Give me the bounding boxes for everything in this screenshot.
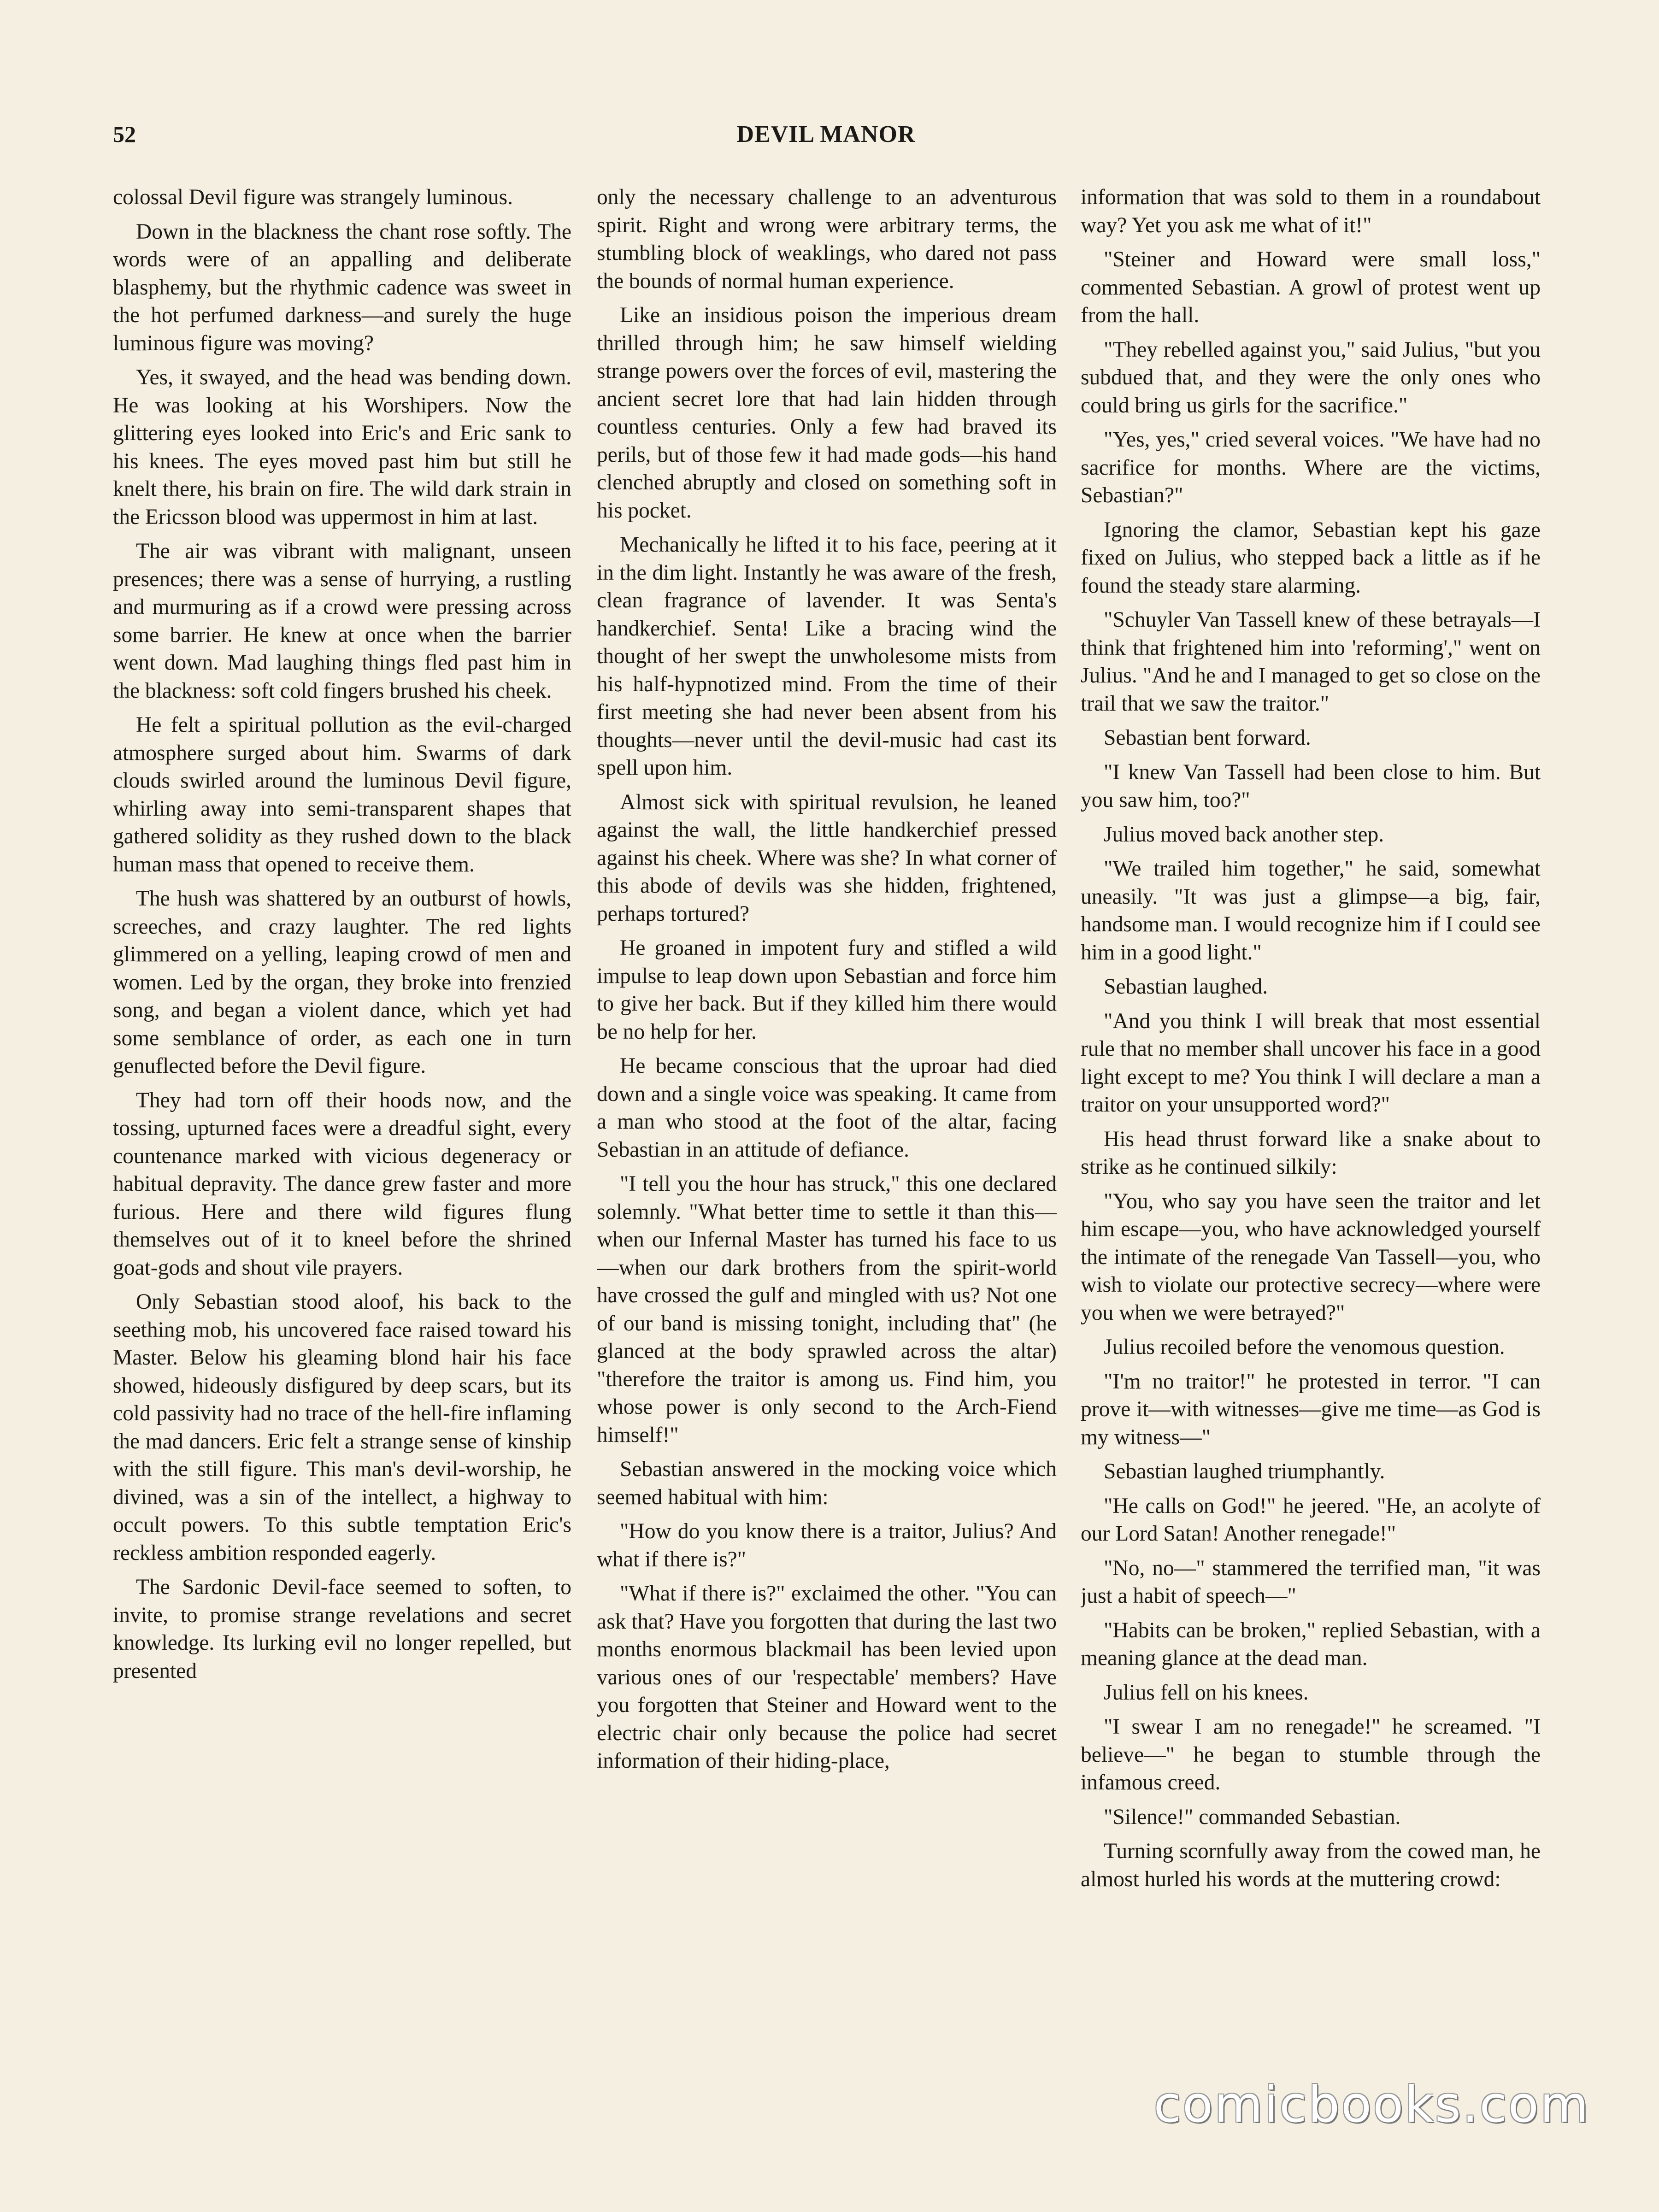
paragraph: only the necessary challenge to an adventurous spirit. Right and wrong were arbitrary terms, the stumbling block of weaklings, who dared not pass the bounds of normal human experience.: [597, 185, 1057, 293]
paragraph: "I knew Van Tassell had been close to him. But you saw him, too?": [1081, 760, 1541, 812]
paragraph: His head thrust forward like a snake about to strike as he continued silkily:: [1081, 1127, 1541, 1179]
paragraph: information that was sold to them in a roundabout way? Yet you ask me what of it!": [1081, 185, 1541, 237]
paragraph: Sebastian bent forward.: [1104, 726, 1311, 750]
paragraph: "Silence!" commanded Sebastian.: [1104, 1805, 1401, 1829]
paragraph: "How do you know there is a traitor, Julius? And what if there is?": [597, 1519, 1057, 1571]
paragraph: "What if there is?" exclaimed the other. "You can ask that? Have you forgotten that during the last two months enormous blackmail has been levied upon various ones of our 'respectable' members? Have you forgotten that Steiner and Howard went to the electric chair only because the police had secret information of their hiding-place,: [597, 1582, 1057, 1773]
text-column-3: [1081, 183, 1541, 2124]
paragraph: Ignoring the clamor, Sebastian kept his gaze fixed on Julius, who stepped back a little as if he found the steady stare alarming.: [1081, 518, 1541, 598]
paragraph: "I'm no traitor!" he protested in terror. "I can prove it—with witnesses—give me time—as God is my witness—": [1081, 1369, 1541, 1449]
paragraph: Julius fell on his knees.: [1104, 1680, 1309, 1705]
paragraph: Sebastian laughed.: [1104, 975, 1268, 999]
paragraph: Yes, it swayed, and the head was bending down. He was looking at his Worshipers. Now the glittering eyes looked into Eric's and Eric sank to his knees. The eyes moved past him but still he knelt there, his brain on fire. The wild dark strain in the Ericsson blood was uppermost in him at last.: [113, 365, 571, 529]
paragraph: "We trailed him together," he said, somewhat uneasily. "It was just a glimpse—a big, fair, handsome man. I would recognize him if I could see him in a good light.": [1081, 857, 1541, 965]
paragraph: He felt a spiritual pollution as the evil-charged atmosphere surged about him. Swarms of dark clouds swirled around the luminous Devil figure, whirling away into semi-transparent shapes that gathered solidity as they rushed down to the black human mass that opened to receive them.: [113, 713, 571, 877]
paragraph: "And you think I will break that most essential rule that no member shall uncover his face in a good light except to me? You think I will declare a man a traitor on your unsupported word?": [1081, 1009, 1541, 1117]
paragraph: Down in the blackness the chant rose softly. The words were of an appalling and deliberate blasphemy, but the rhythmic cadence was sweet in the hot perfumed darkness—and surely the huge luminous figure was moving?: [113, 219, 571, 355]
page-header: [113, 121, 1539, 153]
paragraph: "Yes, yes," cried several voices. "We have had no sacrifice for months. Where are the victims, Sebastian?": [1081, 428, 1541, 507]
paragraph: Almost sick with spiritual revulsion, he leaned against the wall, the little handkerchief pressed against his cheek. Where was she? In what corner of this abode of devils was she hidden, frightened, perhaps tortured?: [597, 790, 1057, 926]
paragraph: He groaned in impotent fury and stifled a wild impulse to leap down upon Sebastian and force him to give her back. But if they killed him there would be no help for her.: [597, 936, 1057, 1044]
paragraph: "You, who say you have seen the traitor and let him escape—you, who have acknowledged yourself the intimate of the renegade Van Tassell—you, who wish to violate our protective secrecy—where were you when we were betrayed?": [1081, 1189, 1541, 1325]
paragraph: Sebastian laughed triumphantly.: [1104, 1459, 1385, 1483]
paragraph: "Schuyler Van Tassell knew of these betrayals—I think that frightened him into 'reforming'," went on Julius. "And he and I managed to get so close on the trail that we saw the traitor.": [1081, 608, 1541, 716]
text-column-2: [597, 183, 1057, 2124]
paragraph: Turning scornfully away from the cowed man, he almost hurled his words at the muttering crowd:: [1081, 1839, 1541, 1891]
paragraph: They had torn off their hoods now, and the tossing, upturned faces were a dreadful sight, every countenance marked with vicious degeneracy or habitual depravity. The dance grew faster and more furious. Here and there wild figures flung themselves out of it to kneel before the shrined goat-gods and shout vile prayers.: [113, 1088, 571, 1280]
paragraph: The Sardonic Devil-face seemed to soften, to invite, to promise strange revelations and secret knowledge. Its lurking evil no longer repelled, but presented: [113, 1575, 571, 1683]
paragraph: Like an insidious poison the imperious dream thrilled through him; he saw himself wielding strange powers over the forces of evil, mastering the ancient secret lore that had lain hidden through countless centuries. Only a few had braved its perils, but of those few it had made gods—his hand clenched abruptly and closed on something soft in his pocket.: [597, 303, 1057, 523]
paragraph: The air was vibrant with malignant, unseen presences; there was a sense of hurrying, a rustling and murmuring as if a crowd were pressing across some barrier. He knew at once when the barrier went down. Mad laughing things fled past him in the blackness: soft cold fingers brushed his cheek.: [113, 539, 571, 703]
paragraph: The hush was shattered by an outburst of howls, screeches, and crazy laughter. The red lights glimmered on a yelling, leaping crowd of men and women. Led by the organ, they broke into frenzied song, and began a violent dance, which yet had some semblance of order, as each one in turn genuflected before the Devil figure.: [113, 887, 571, 1078]
paragraph: "I swear I am no renegade!" he screamed. "I believe—" he began to stumble through the infamous creed.: [1081, 1715, 1541, 1794]
paragraph: "Habits can be broken," replied Sebastian, with a meaning glance at the dead man.: [1081, 1618, 1541, 1670]
paragraph: Mechanically he lifted it to his face, peering at it in the dim light. Instantly he was aware of the fresh, clean fragrance of lavender. It was Senta's handkerchief. Senta! Like a bracing wind the thought of her swept the unwholesome mists from his half-hypnotized mind. From the time of their first meeting she had never been absent from his thoughts—never until the devil-music had cast its spell upon him.: [597, 533, 1057, 780]
paragraph: "He calls on God!" he jeered. "He, an acolyte of our Lord Satan! Another renegade!": [1081, 1494, 1541, 1546]
paragraph: Only Sebastian stood aloof, his back to the seething mob, his uncovered face raised toward his Master. Below his gleaming blond hair his face showed, hideously disfigured by deep scars, but its cold passivity had no trace of the hell-fire inflaming the mad dancers. Eric felt a strange sense of kinship with the still figure. This man's devil-worship, he divined, was a sin of the intellect, a highway to occult powers. To this subtle temptation Eric's reckless ambition responded eagerly.: [113, 1290, 571, 1565]
paragraph: "They rebelled against you," said Julius, "but you subdued that, and they were the only ones who could bring us girls for the sacrifice.": [1081, 337, 1541, 418]
paragraph: Sebastian answered in the mocking voice which seemed habitual with him:: [597, 1457, 1057, 1509]
paragraph: He became conscious that the uproar had died down and a single voice was speaking. It came from a man who stood at the foot of the altar, facing Sebastian in an attitude of defiance.: [597, 1054, 1057, 1162]
paragraph: "Steiner and Howard were small loss," commented Sebastian. A growl of protest went up from the hall.: [1081, 247, 1541, 327]
page-number: 52: [113, 121, 136, 147]
watermark: comicbooks.com: [1153, 2076, 1590, 2134]
text-column-1: [113, 183, 571, 2124]
running-title: DEVIL MANOR: [736, 121, 916, 147]
paragraph: Julius recoiled before the venomous question.: [1104, 1335, 1505, 1359]
paragraph: colossal Devil figure was strangely luminous.: [113, 185, 513, 209]
paragraph: "No, no—" stammered the terrified man, "it was just a habit of speech—": [1081, 1556, 1541, 1608]
paragraph: "I tell you the hour has struck," this one declared solemnly. "What better time to settle it than this—when our Infernal Master has turned his face to us—when our dark brothers from the spirit-world have crossed the gulf and mingled with us? Not one of our band is missing tonight, including that" (he glanced at the body sprawled across the altar) "therefore the traitor is among us. Find him, you whose power is only second to the Arch-Fiend himself!": [597, 1172, 1057, 1447]
paragraph: Julius moved back another step.: [1104, 822, 1384, 847]
